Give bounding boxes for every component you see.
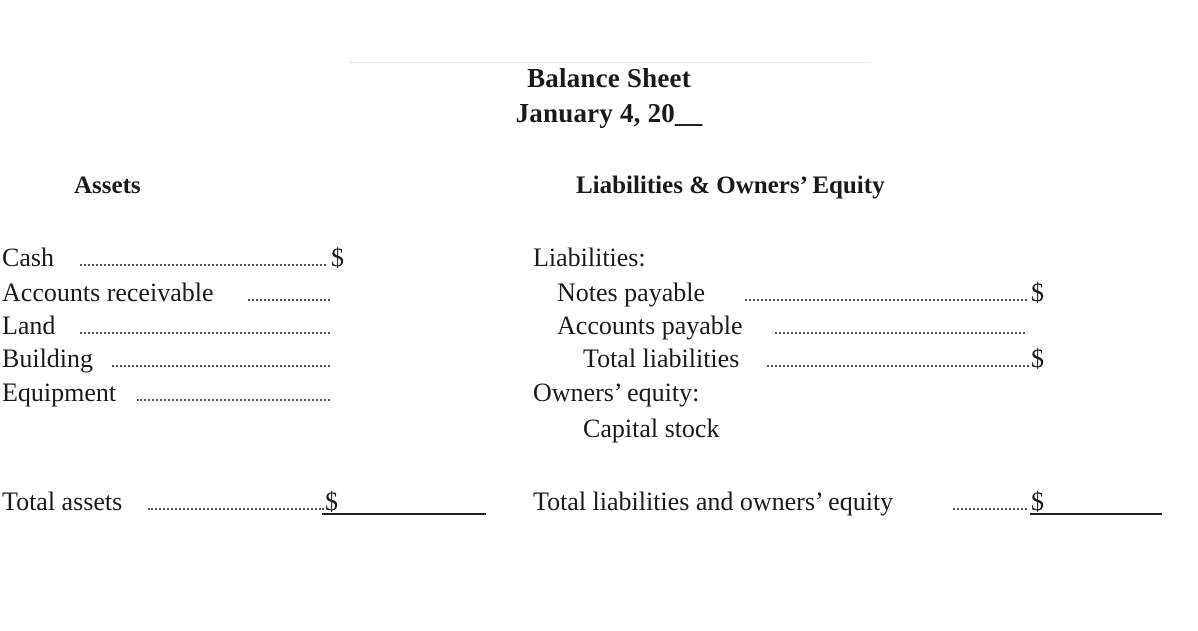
asset-label: Building [2, 344, 94, 373]
asset-row-land [2, 311, 347, 343]
liability-label: Total liabilities [583, 344, 740, 373]
equity-label: Capital stock [583, 414, 720, 443]
currency-sign: $ [1031, 278, 1044, 307]
leader-dots [745, 278, 1027, 301]
asset-row-cash [2, 243, 347, 275]
assets-heading: Assets [74, 172, 141, 199]
leader-dots [953, 487, 1027, 510]
asset-label: Equipment [2, 378, 117, 407]
leader-dots [137, 378, 330, 401]
asset-label: Accounts receivable [2, 278, 214, 307]
leader-dots [248, 278, 330, 301]
total-liabilities-row [583, 344, 1057, 376]
owners-equity-subheading: Owners’ equity: [533, 378, 700, 407]
liabilities-equity-heading: Liabilities & Owners’ Equity [576, 172, 885, 199]
leader-dots [148, 487, 324, 510]
liability-label: Notes payable [557, 278, 706, 307]
asset-label: Land [2, 311, 56, 340]
currency-sign: $ [331, 243, 344, 272]
notes-payable-row [557, 278, 1057, 310]
asset-label: Cash [2, 243, 54, 272]
total-liabilities-equity-label: Total liabilities and owners’ equity [533, 487, 894, 516]
leader-dots [80, 311, 330, 334]
total-liabilities-equity-blank [1030, 513, 1162, 515]
capital-stock-row [583, 414, 883, 446]
currency-sign: $ [1031, 344, 1044, 373]
asset-row-accounts-receivable [2, 278, 347, 310]
leader-dots [80, 243, 326, 266]
asset-row-building [2, 344, 347, 376]
accounts-payable-row [557, 311, 1057, 343]
leader-dots [767, 344, 1029, 367]
total-liabilities-equity-row [533, 487, 1053, 519]
leader-dots [775, 311, 1025, 334]
sheet-title: Balance Sheet [527, 63, 691, 93]
asset-row-equipment [2, 378, 347, 410]
liabilities-subheading: Liabilities: [533, 243, 646, 272]
leader-dots [112, 344, 330, 367]
total-assets-label: Total assets [2, 487, 123, 516]
total-assets-row [2, 487, 347, 519]
total-assets-blank [322, 513, 486, 515]
sheet-date: January 4, 20__ [515, 98, 703, 128]
currency-sign: $ [325, 487, 338, 516]
liability-label: Accounts payable [557, 311, 743, 340]
currency-sign: $ [1031, 487, 1044, 516]
